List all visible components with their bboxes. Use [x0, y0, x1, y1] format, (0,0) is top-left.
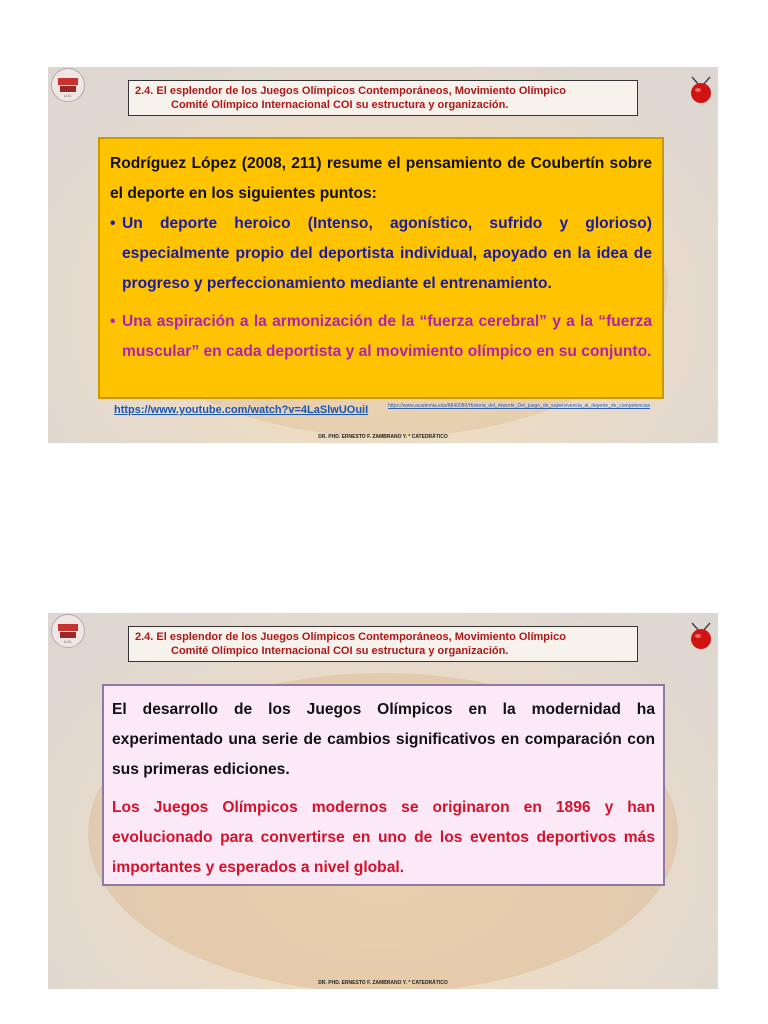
slide-footer: DR. PHD. ERNESTO F. ZAMBRANO Y. * CATEDRÁTICO	[318, 980, 448, 986]
olympic-torch-icon	[686, 621, 716, 651]
bullet-harmonization: • Una aspiración a la armonización de la “fuerza cerebral” y a la “fuerza muscular” en cada deportista y al movimiento olímpico en su conjunto.	[110, 307, 652, 367]
youtube-link[interactable]: https://www.youtube.com/watch?v=4LaSlwUOuiI	[114, 404, 369, 416]
slide-title	[128, 80, 638, 116]
intro-text: Rodríguez López (2008, 211) resume el pensamiento de Coubertín sobre el deporte en los siguientes puntos:	[110, 155, 652, 202]
slide-footer: DR. PHD. ERNESTO F. ZAMBRANO Y. * CATEDRÁTICO	[318, 434, 448, 440]
slide-2	[48, 613, 718, 989]
content-box	[98, 137, 664, 399]
bullet-heroic-sport: • Un deporte heroico (Intenso, agonístico, sufrido y glorioso) especialmente propio del deportista individual, apoyado en la idea de progreso y perfeccionamiento mediante el entrenamiento.	[110, 209, 652, 299]
bullet-text: Un deporte heroico (Intenso, agonístico, sufrido y glorioso) especialmente propio del deportista individual, apoyado en la idea de progreso y perfeccionamiento mediante el entrenamiento.	[122, 215, 652, 292]
olympic-torch-icon	[686, 75, 716, 105]
title-line-1: 2.4. El esplendor de los Juegos Olímpicos Contemporáneos, Movimiento Olímpico	[135, 631, 566, 643]
title-line-2: Comité Olímpico Internacional COI su estructura y organización.	[171, 99, 509, 111]
paragraph-modern-games: Los Juegos Olímpicos modernos se originaron en 1896 y han evolucionado para convertirse en uno de los eventos deportivos más importantes y esperados a nivel global.	[112, 799, 655, 876]
university-logo-icon: U.G.	[51, 68, 85, 102]
title-line-1: 2.4. El esplendor de los Juegos Olímpicos Contemporáneos, Movimiento Olímpico	[135, 85, 566, 97]
bullet-text: Una aspiración a la armonización de la “fuerza cerebral” y a la “fuerza muscular” en cada deportista y al movimiento olímpico en su conjunto.	[122, 313, 652, 360]
slide-title	[128, 626, 638, 662]
title-line-2: Comité Olímpico Internacional COI su estructura y organización.	[171, 645, 509, 657]
slide-1	[48, 67, 718, 443]
academia-link[interactable]: https://www.academia.edu/8840080/Historia_del_deporte_Del_juego_de_supervivencia_al_deporte_de_competencias	[388, 403, 651, 409]
paragraph-development: El desarrollo de los Juegos Olímpicos en la modernidad ha experimentado una serie de cambios significativos en comparación con sus primeras ediciones.	[112, 701, 655, 778]
university-logo-icon: U.G.	[51, 614, 85, 648]
content-box	[102, 684, 665, 886]
